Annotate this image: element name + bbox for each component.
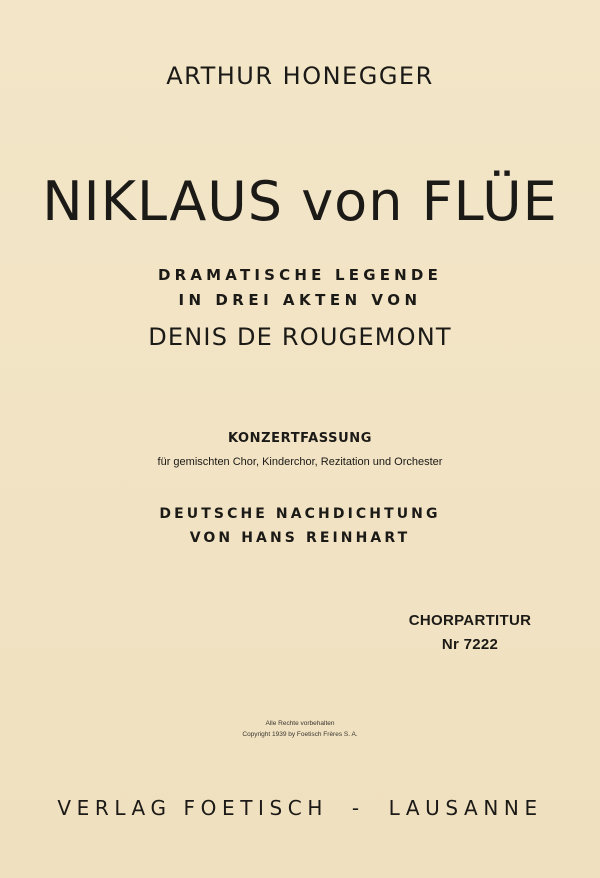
edition-type: CHORPARTITUR [408,612,532,629]
publisher-line: VERLAG FOETISCH - LAUSANNE [57,796,543,820]
composer-name: ARTHUR HONEGGER [166,62,434,90]
copyright-notice: Copyright 1939 by Foetisch Frères S. A. [242,731,358,738]
translation-line-2: VON HANS REINHART [189,530,411,546]
rights-notice: Alle Rechte vorbehalten [265,720,335,727]
work-title: NIKLAUS von FLÜE [42,170,558,233]
scoring-line: für gemischten Chor, Kinderchor, Rezitation und Orchester [157,456,443,468]
librettist-name: DENIS DE ROUGEMONT [148,323,452,351]
subtitle-line-2: IN DREI AKTEN VON [178,291,422,309]
translation-line-1: DEUTSCHE NACHDICHTUNG [159,506,441,522]
edition-number: Nr 7222 [441,636,499,653]
version-heading: KONZERTFASSUNG [227,431,373,446]
subtitle-line-1: DRAMATISCHE LEGENDE [157,266,443,284]
